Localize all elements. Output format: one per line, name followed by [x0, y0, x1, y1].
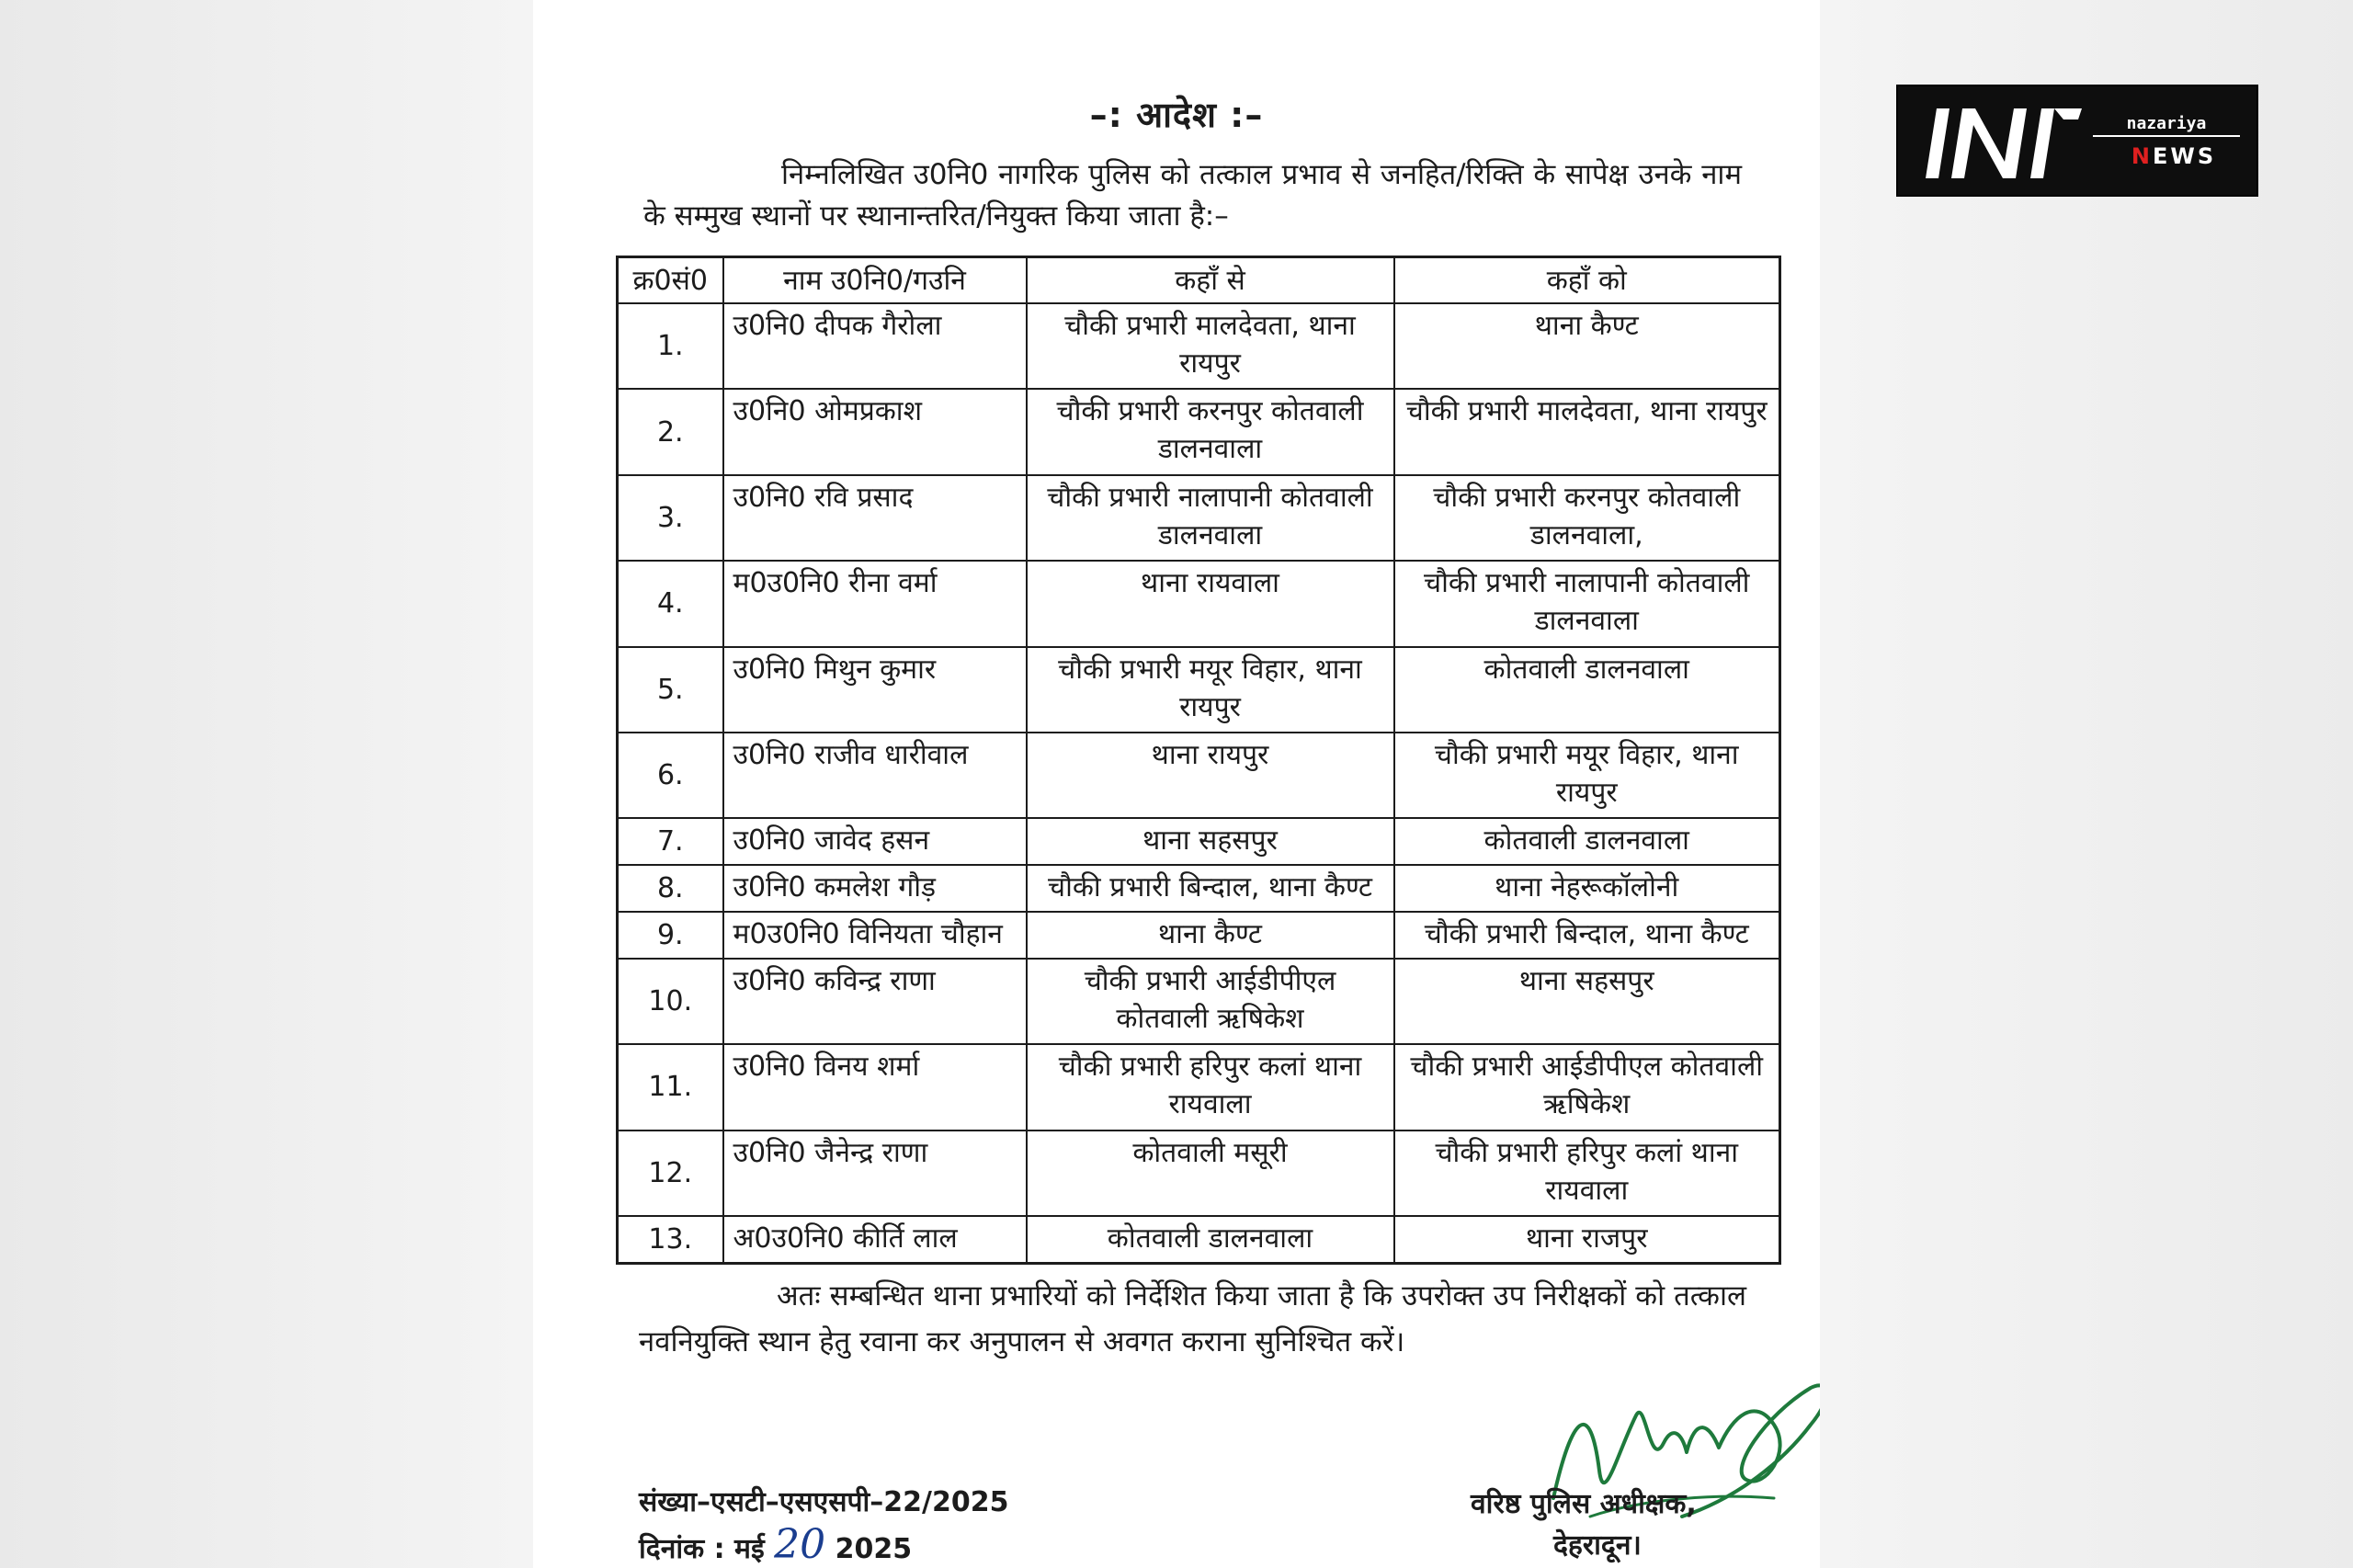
order-title: –: आदेश :– [1089, 95, 1264, 135]
cell-to: थाना नेहरूकॉलोनी [1394, 865, 1780, 912]
date-day-handwritten: 20 [774, 1521, 826, 1568]
transfer-table [616, 256, 1781, 1265]
table-row [618, 1216, 1780, 1263]
order-number: संख्या–एसटी–एसएसपी–22/2025 [639, 1486, 1009, 1518]
cell-name: उ0नि0 कमलेश गौड़ [723, 865, 1027, 912]
table-row [618, 912, 1780, 959]
table-row [618, 818, 1780, 865]
cell-to: चौकी प्रभारी नालापानी कोतवाली डालनवाला [1394, 561, 1780, 646]
cell-to: कोतवाली डालनवाला [1394, 647, 1780, 733]
order-intro: निम्नलिखित उ0नि0 नागरिक पुलिस को तत्काल प्रभाव से जनहित/रिक्ति के सापेक्ष उनके नाम के सम्मुख स्थानों पर स्थानान्तरित/नियुक्त किया जाता है:– [643, 158, 1742, 233]
table-row [618, 733, 1780, 818]
logo-news-rest: EWS [2152, 143, 2217, 169]
signatory-place: देहरादून। [1553, 1529, 1642, 1562]
cell-from: थाना रायवाला [1027, 561, 1394, 646]
cell-to: कोतवाली डालनवाला [1394, 818, 1780, 865]
logo-news-text [2109, 143, 2238, 169]
cell-name: उ0नि0 ओमप्रकाश [723, 389, 1027, 474]
cell-name: म0उ0नि0 विनियता चौहान [723, 912, 1027, 959]
closing-directive: अतः सम्बन्धित थाना प्रभारियों को निर्देशित किया जाता है कि उपरोक्त उप निरीक्षकों को तत्काल नवनियुक्ति स्थान हेतु रवाना कर अनुपालन से अवगत कराना सुनिश्चित करें। [639, 1279, 1746, 1358]
order-date [639, 1521, 912, 1568]
cell-to: थाना राजपुर [1394, 1216, 1780, 1263]
cell-name: अ0उ0नि0 कीर्ति लाल [723, 1216, 1027, 1263]
cell-name: म0उ0नि0 रीना वर्मा [723, 561, 1027, 646]
table-row [618, 647, 1780, 733]
cell-serial: 10. [618, 959, 723, 1044]
cell-from: चौकी प्रभारी करनपुर कोतवाली डालनवाला [1027, 389, 1394, 474]
cell-name: उ0नि0 रवि प्रसाद [723, 475, 1027, 561]
cell-from: चौकी प्रभारी नालापानी कोतवाली डालनवाला [1027, 475, 1394, 561]
background-left [0, 0, 533, 1568]
cell-serial: 9. [618, 912, 723, 959]
cell-from: चौकी प्रभारी मयूर विहार, थाना रायपुर [1027, 647, 1394, 733]
logo-news-n: N [2131, 143, 2153, 169]
table-row [618, 959, 1780, 1044]
date-year: 2025 [835, 1533, 913, 1565]
table-row [618, 303, 1780, 389]
cell-to: चौकी प्रभारी करनपुर कोतवाली डालनवाला, [1394, 475, 1780, 561]
cell-from: थाना कैण्ट [1027, 912, 1394, 959]
document-page [533, 0, 1820, 1568]
table-row [618, 389, 1780, 474]
cell-serial: 7. [618, 818, 723, 865]
cell-name: उ0नि0 जावेद हसन [723, 818, 1027, 865]
cell-serial: 5. [618, 647, 723, 733]
table-header-row [618, 257, 1780, 304]
cell-from: थाना रायपुर [1027, 733, 1394, 818]
table-row [618, 475, 1780, 561]
cell-from: कोतवाली मसूरी [1027, 1131, 1394, 1216]
date-prefix: दिनांक : मई [639, 1533, 765, 1565]
cell-from: चौकी प्रभारी मालदेवता, थाना रायपुर [1027, 303, 1394, 389]
cell-name: उ0नि0 मिथुन कुमार [723, 647, 1027, 733]
cell-serial: 3. [618, 475, 723, 561]
cell-from: चौकी प्रभारी आईडीपीएल कोतवाली ऋषिकेश [1027, 959, 1394, 1044]
cell-serial: 4. [618, 561, 723, 646]
table-body [618, 303, 1780, 1264]
cell-serial: 2. [618, 389, 723, 474]
channel-logo [1896, 85, 2258, 197]
cell-to: थाना सहसपुर [1394, 959, 1780, 1044]
cell-from: कोतवाली डालनवाला [1027, 1216, 1394, 1263]
table-row [618, 1131, 1780, 1216]
cell-to: चौकी प्रभारी मयूर विहार, थाना रायपुर [1394, 733, 1780, 818]
header-serial: क्र0सं0 [618, 257, 723, 304]
cell-name: उ0नि0 कविन्द्र राणा [723, 959, 1027, 1044]
cell-name: उ0नि0 राजीव धारीवाल [723, 733, 1027, 818]
cell-serial: 13. [618, 1216, 723, 1263]
logo-mark-icon [1916, 97, 2091, 184]
background-right [1820, 0, 2353, 1568]
logo-brand-text: nazariya [2093, 114, 2240, 137]
cell-to: चौकी प्रभारी मालदेवता, थाना रायपुर [1394, 389, 1780, 474]
cell-to: चौकी प्रभारी आईडीपीएल कोतवाली ऋषिकेश [1394, 1044, 1780, 1130]
cell-serial: 1. [618, 303, 723, 389]
cell-to: थाना कैण्ट [1394, 303, 1780, 389]
cell-to: चौकी प्रभारी बिन्दाल, थाना कैण्ट [1394, 912, 1780, 959]
cell-name: उ0नि0 विनय शर्मा [723, 1044, 1027, 1130]
cell-name: उ0नि0 जैनेन्द्र राणा [723, 1131, 1027, 1216]
cell-from: थाना सहसपुर [1027, 818, 1394, 865]
cell-serial: 12. [618, 1131, 723, 1216]
cell-name: उ0नि0 दीपक गैरोला [723, 303, 1027, 389]
signatory-title: वरिष्ठ पुलिस अधीक्षक, [1471, 1488, 1697, 1520]
table-row [618, 561, 1780, 646]
table-row [618, 1044, 1780, 1130]
cell-serial: 6. [618, 733, 723, 818]
cell-serial: 8. [618, 865, 723, 912]
cell-to: चौकी प्रभारी हरिपुर कलां थाना रायवाला [1394, 1131, 1780, 1216]
header-from: कहाँ से [1027, 257, 1394, 304]
header-name: नाम उ0नि0/गउनि [723, 257, 1027, 304]
table-row [618, 865, 1780, 912]
cell-serial: 11. [618, 1044, 723, 1130]
header-to: कहाँ को [1394, 257, 1780, 304]
cell-from: चौकी प्रभारी हरिपुर कलां थाना रायवाला [1027, 1044, 1394, 1130]
cell-from: चौकी प्रभारी बिन्दाल, थाना कैण्ट [1027, 865, 1394, 912]
